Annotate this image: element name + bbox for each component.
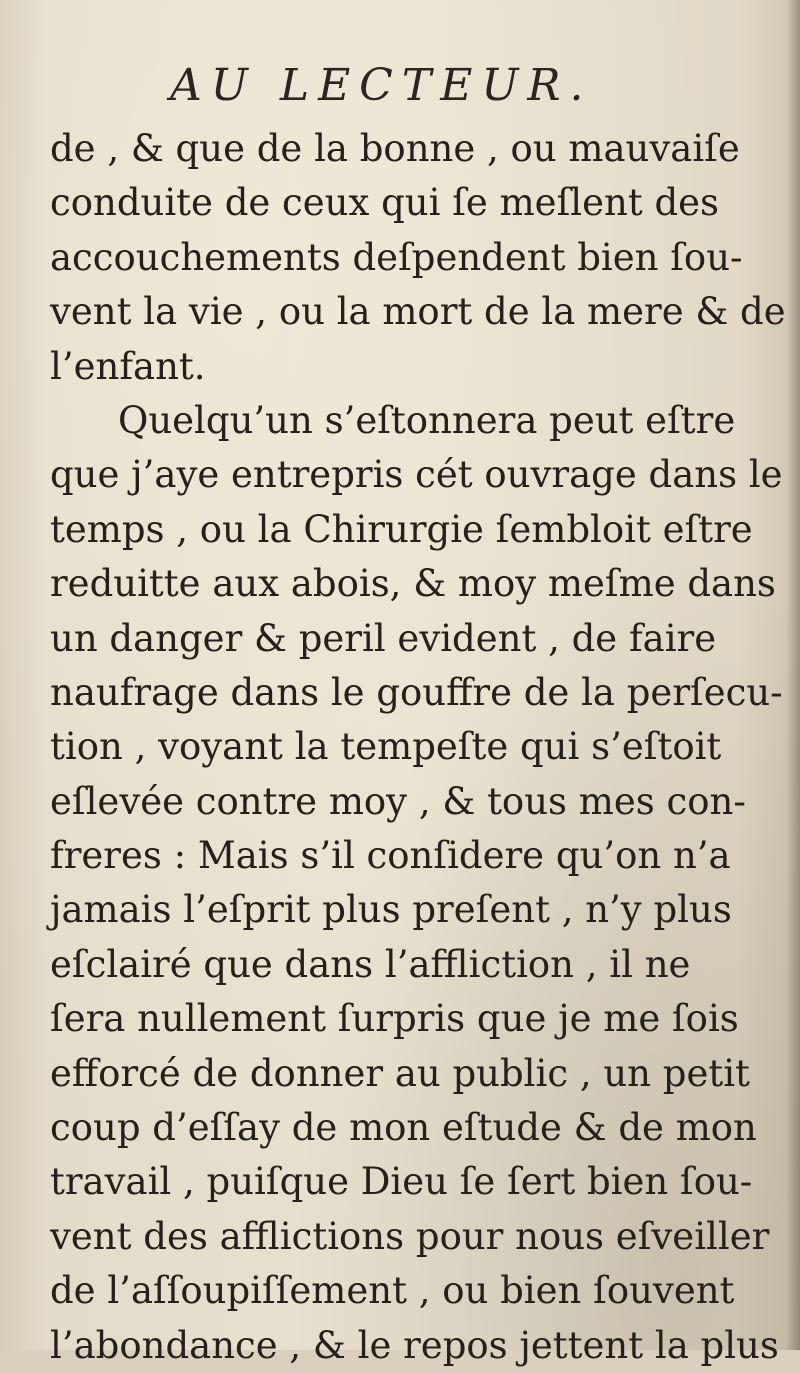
text-line: freres : Mais s’il conſidere qu’on n’a xyxy=(50,834,731,878)
running-head: AU LECTEUR. xyxy=(170,60,593,111)
text-line: vent la vie , ou la mort de la mere & de xyxy=(50,290,786,334)
text-line: eſclairé que dans l’affliction , il ne xyxy=(50,942,691,986)
text-line: accouchements deſpendent bien ſou- xyxy=(50,235,743,279)
text-line: naufrage dans le gouffre de la perſecu- xyxy=(50,670,783,714)
text-line: temps , ou la Chirurgie ſembloit eſtre xyxy=(50,507,753,551)
text-line: un danger & peril evident , de faire xyxy=(50,616,717,660)
text-line: que j’aye entrepris cét ouvrage dans le xyxy=(50,453,783,497)
text-line: ſera nullement ſurpris que je me ſois xyxy=(50,997,739,1041)
text-line: eſlevée contre moy , & tous mes con- xyxy=(50,779,746,823)
text-line: de l’aſſoupiſſement , ou bien ſouvent xyxy=(50,1269,735,1313)
text-line: reduitte aux abois, & moy meſme dans xyxy=(50,562,776,606)
text-line: de , & que de la bonne , ou mauvaiſe xyxy=(50,127,740,170)
page-edge-shadow xyxy=(786,0,800,1350)
text-line: conduite de ceux qui ſe meſlent des xyxy=(50,181,720,225)
text-line: l’abondance , & le repos jettent la plus xyxy=(50,1323,779,1367)
text-line: coup d’eſſay de mon eſtude & de mon xyxy=(50,1106,757,1150)
text-line: vent des afflictions pour nous eſveiller xyxy=(50,1214,770,1258)
text-line: Quelqu’un s’eſtonnera peut eſtre xyxy=(118,398,736,442)
text-line: l’enfant. xyxy=(50,344,206,388)
text-line: jamais l’eſprit plus preſent , n’y plus xyxy=(50,888,732,932)
body-text xyxy=(50,122,786,1373)
text-line: tion , voyant la tempeſte qui s’eſtoit xyxy=(50,725,722,769)
text-line: efforcé de donner au public , un petit xyxy=(50,1051,750,1095)
text-line: travail , puiſque Dieu ſe ſert bien ſou- xyxy=(50,1160,753,1204)
